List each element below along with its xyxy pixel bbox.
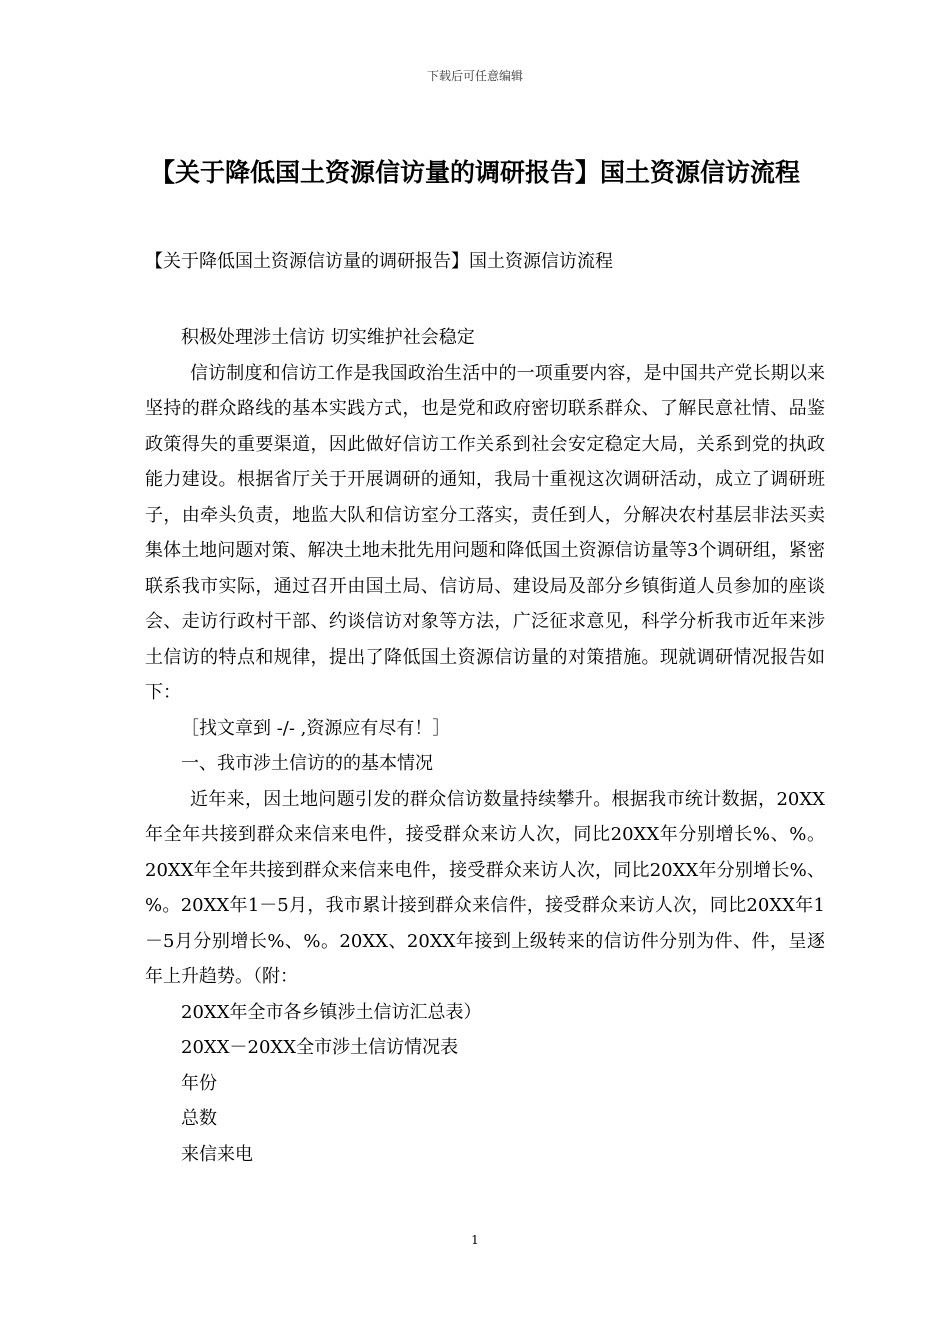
document-body [145, 320, 825, 1172]
section-heading: 积极处理涉土信访 切实维护社会稳定 [181, 327, 475, 348]
page-number: 1 [471, 1233, 479, 1247]
section-heading: 一、我市涉土信访的的基本情况 [181, 753, 433, 774]
page-header-note: 下载后可任意编辑 [426, 69, 523, 83]
document-title: 【关于降低国土资源信访量的调研报告】国土资源信访流程 [149, 158, 800, 187]
body-paragraph: 近年来，因土地问题引发的群众信访数量持续攀升。根据我市统计数据，20XX年全年共接到群众来信来电件，接受群众来访人次，同比20XX年分别增长%、%。20XX年全年共接到群众来信来电件，接受群众来访人次，同比20XX年分别增长%、%。20XX年1－5月，我市累计接到群众来信件，接受群众来访人次，同比20XX年1－5月分别增长%、%。20XX、20XX年接到上级转来的信访件分别为件、件，呈逐年上升趋势。（附： [145, 788, 825, 987]
body-paragraph: 20XX年全市各乡镇涉土信访汇总表） [181, 1001, 482, 1023]
document-subtitle: 【关于降低国土资源信访量的调研报告】国土资源信访流程 [145, 251, 613, 272]
table-cell: 总数 [181, 1108, 217, 1129]
body-paragraph: ［找文章到 -/- ,资源应有尽有！］ [181, 717, 451, 739]
body-paragraph: 信访制度和信访工作是我国政治生活中的一项重要内容，是中国共产党长期以来坚持的群众路线的基本实践方式，也是党和政府密切联系群众、了解民意社情、品鉴政策得失的重要渠道，因此做好信访工作关系到社会安定稳定大局，关系到党的执政能力建设。根据省厅关于开展调研的通知，我局十重视这次调研活动，成立了调研班子，由牵头负责，地监大队和信访室分工落实，责任到人，分解决农村基层非法买卖集体土地问题对策、解决土地未批先用问题和降低国土资源信访量等3个调研组，紧密联系我市实际，通过召开由国土局、信访局、建设局及部分乡镇街道人员参加的座谈会、走访行政村干部、约谈信访对象等方法，广泛征求意见，科学分析我市近年来涉土信访的特点和规律，提出了降低国土资源信访量的对策措施。现就调研情况报告如下： [145, 362, 825, 703]
table-caption: 20XX－20XX全市涉土信访情况表 [181, 1037, 459, 1058]
table-cell: 年份 [181, 1072, 217, 1094]
table-cell: 来信来电 [181, 1143, 253, 1165]
